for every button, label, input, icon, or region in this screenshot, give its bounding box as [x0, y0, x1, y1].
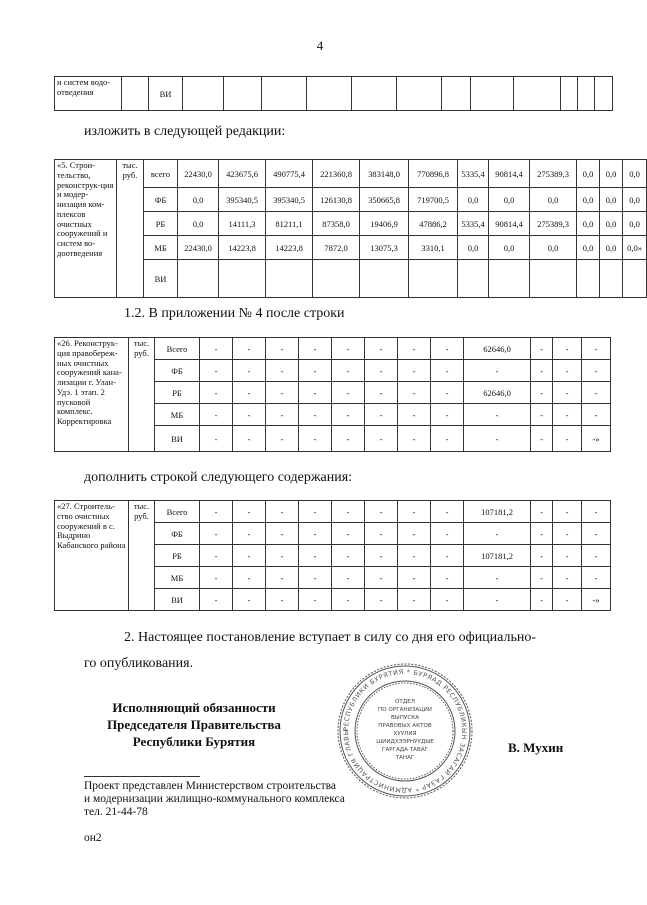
value-cell: - — [553, 589, 582, 611]
value-cell: - — [398, 360, 431, 382]
value-cell: - — [200, 501, 233, 523]
value-cell: - — [233, 567, 266, 589]
value-cell: -» — [582, 426, 611, 452]
value-cell: 5335,4 — [458, 160, 489, 188]
footnote-divider — [84, 776, 200, 777]
source-cell: ВИ — [155, 589, 200, 611]
value-cell: 0,0 — [530, 236, 577, 260]
value-cell: - — [365, 545, 398, 567]
value-cell: - — [200, 523, 233, 545]
value-cell: - — [582, 382, 611, 404]
value-cell: 0,0 — [489, 236, 530, 260]
value-cell: - — [365, 338, 398, 360]
value-cell: - — [200, 567, 233, 589]
value-cell: 0,0 — [623, 212, 647, 236]
unit-cell: тыс. руб. — [117, 160, 144, 298]
value-cell: - — [200, 545, 233, 567]
value-cell: - — [531, 382, 553, 404]
value-cell: - — [582, 545, 611, 567]
value-cell: - — [431, 338, 464, 360]
value-cell: 0,0 — [577, 160, 600, 188]
value-cell: 22430,0 — [178, 236, 219, 260]
seal-center-line: ПРАВОВЫХ АКТОВ — [378, 723, 432, 729]
seal-center-line: ПО ОРГАНИЗАЦИИ — [378, 707, 432, 713]
value-cell: - — [332, 567, 365, 589]
value-cell: 14223,8 — [219, 236, 266, 260]
value-cell: - — [398, 426, 431, 452]
value-cell — [266, 260, 313, 298]
value-cell: 0,0 — [600, 212, 623, 236]
value-cell: - — [464, 567, 531, 589]
value-cell: - — [266, 567, 299, 589]
value-cell: - — [233, 382, 266, 404]
value-cell: - — [233, 360, 266, 382]
value-cell: - — [266, 501, 299, 523]
paragraph-appendix-4: 1.2. В приложении № 4 после строки — [124, 306, 345, 321]
signatory-name: В. Мухин — [508, 740, 564, 755]
value-cell: - — [332, 426, 365, 452]
value-cell: 395340,5 — [219, 188, 266, 212]
value-cell: 719700,5 — [409, 188, 458, 212]
value-cell: - — [332, 338, 365, 360]
value-cell: 0,0 — [458, 236, 489, 260]
value-cell: - — [398, 523, 431, 545]
value-cell: - — [398, 545, 431, 567]
value-cell — [360, 260, 409, 298]
value-cell: 0,0 — [600, 160, 623, 188]
value-cell — [489, 260, 530, 298]
value-cell: - — [332, 589, 365, 611]
row-description: «27. Строитель-ство очистных сооружений в с. Выдрино Кабанского района — [55, 501, 129, 611]
value-cell: - — [299, 501, 332, 523]
value-cell — [530, 260, 577, 298]
value-cell: - — [365, 501, 398, 523]
value-cell: - — [200, 338, 233, 360]
signatory-line-3: Республики Бурятия — [132, 733, 256, 749]
paragraph-add-row: дополнить строкой следующего содержания: — [84, 470, 353, 485]
value-cell: - — [299, 589, 332, 611]
value-cell: 7872,0 — [313, 236, 360, 260]
value-cell: - — [553, 338, 582, 360]
seal-ring-text: РЕСПУБЛИКИ БУРЯТИЯ * БУРЯАД РЕСПУБЛИКЫН ЗАСАГАЙ ГАЗАР * АДМИНИСТРАЦИЯ ГЛАВЫ — [341, 667, 469, 795]
value-cell: - — [266, 589, 299, 611]
value-cell: - — [266, 545, 299, 567]
seal-center-line: ХУУЛИЯ — [393, 731, 417, 737]
seal-center-line: ВЫПУСКА — [390, 715, 420, 721]
value-cell: - — [233, 501, 266, 523]
value-cell: 275389,3 — [530, 160, 577, 188]
table-row — [55, 236, 647, 260]
value-cell: - — [398, 338, 431, 360]
table-row — [55, 188, 647, 212]
value-cell: - — [266, 360, 299, 382]
value-cell: - — [553, 360, 582, 382]
value-cell: 221360,8 — [313, 160, 360, 188]
value-cell: - — [299, 523, 332, 545]
value-cell: - — [332, 404, 365, 426]
seal-center-line: ШИИДХЭЭРНУУДЫЕ — [376, 739, 434, 745]
value-cell: - — [266, 523, 299, 545]
value-cell: - — [299, 545, 332, 567]
value-cell: - — [299, 338, 332, 360]
value-cell: 383148,0 — [360, 160, 409, 188]
value-cell: - — [464, 426, 531, 452]
value-cell: 90814,4 — [489, 160, 530, 188]
value-cell: - — [531, 501, 553, 523]
source-cell: РБ — [144, 212, 178, 236]
value-cell: - — [398, 589, 431, 611]
value-cell: - — [233, 523, 266, 545]
table-item-26 — [54, 337, 611, 452]
table-row — [55, 338, 611, 360]
value-cell: - — [531, 523, 553, 545]
value-cell: 395340,5 — [266, 188, 313, 212]
value-cell: 14111,3 — [219, 212, 266, 236]
seal-center-line: ГАРГАДА ТАВАГ — [381, 747, 429, 753]
value-cell: - — [299, 360, 332, 382]
value-cell: 87358,0 — [313, 212, 360, 236]
value-cell: 107181,2 — [464, 501, 531, 523]
source-cell: ВИ — [149, 77, 183, 111]
value-cell: 0,0 — [623, 160, 647, 188]
value-cell: - — [464, 523, 531, 545]
source-cell: ВИ — [155, 426, 200, 452]
source-cell: ФБ — [144, 188, 178, 212]
value-cell: - — [332, 545, 365, 567]
table-item-5 — [54, 159, 647, 298]
value-cell: - — [200, 589, 233, 611]
value-cell: 126130,8 — [313, 188, 360, 212]
value-cell: - — [365, 426, 398, 452]
footer-note-line-3: тел. 21-44-78 — [84, 806, 148, 819]
value-cell: - — [582, 567, 611, 589]
source-cell: МБ — [155, 404, 200, 426]
value-cell: - — [365, 360, 398, 382]
value-cell: - — [431, 545, 464, 567]
signatory-line-1: Исполняющий обязанности — [112, 700, 276, 715]
footer-note-line-1: Проект представлен Министерством строительства — [84, 780, 337, 792]
value-cell: - — [582, 404, 611, 426]
value-cell: - — [531, 404, 553, 426]
value-cell: - — [233, 545, 266, 567]
value-cell: 22430,0 — [178, 160, 219, 188]
value-cell: 0,0 — [178, 188, 219, 212]
table-row — [55, 501, 611, 523]
source-cell: ВИ — [144, 260, 178, 298]
value-cell: - — [582, 338, 611, 360]
value-cell: - — [582, 360, 611, 382]
value-cell: - — [553, 545, 582, 567]
value-cell: 0,0 — [600, 236, 623, 260]
value-cell: - — [365, 404, 398, 426]
source-cell: РБ — [155, 545, 200, 567]
value-cell — [409, 260, 458, 298]
value-cell: - — [332, 501, 365, 523]
value-cell: - — [398, 501, 431, 523]
value-cell: - — [299, 404, 332, 426]
source-cell: Всего — [155, 501, 200, 523]
value-cell: - — [531, 545, 553, 567]
value-cell: - — [531, 567, 553, 589]
value-cell — [458, 260, 489, 298]
source-cell: РБ — [155, 382, 200, 404]
value-cell: - — [299, 567, 332, 589]
value-cell: - — [553, 501, 582, 523]
value-cell: - — [553, 404, 582, 426]
value-cell: - — [200, 426, 233, 452]
value-cell: - — [431, 589, 464, 611]
value-cell — [219, 260, 266, 298]
value-cell: 14223,8 — [266, 236, 313, 260]
value-cell: - — [299, 382, 332, 404]
value-cell: 0,0» — [623, 236, 647, 260]
document-code: он2 — [84, 832, 102, 844]
value-cell: 0,0 — [530, 188, 577, 212]
value-cell: - — [332, 382, 365, 404]
value-cell: 5335,4 — [458, 212, 489, 236]
value-cell: 0,0 — [178, 212, 219, 236]
value-cell — [178, 260, 219, 298]
table-row — [55, 212, 647, 236]
value-cell: - — [553, 426, 582, 452]
seal-center-line: ОТДЕЛ — [395, 699, 415, 705]
value-cell: 107181,2 — [464, 545, 531, 567]
value-cell: 490775,4 — [266, 160, 313, 188]
value-cell: - — [200, 404, 233, 426]
value-cell: - — [398, 404, 431, 426]
paragraph-effective-line-2: го опубликования. — [84, 656, 194, 671]
value-cell: 350665,8 — [360, 188, 409, 212]
value-cell: 19406,9 — [360, 212, 409, 236]
row-description: «5. Строи-тельство, реконструк-ция и модер-низация ком-плексов очистных сооружений и систем во-доотведения — [55, 160, 117, 298]
value-cell: - — [431, 426, 464, 452]
official-seal-stamp — [336, 662, 474, 800]
unit-cell: тыс. руб. — [129, 501, 155, 611]
value-cell: - — [431, 501, 464, 523]
value-cell: - — [233, 426, 266, 452]
value-cell — [577, 260, 600, 298]
value-cell: - — [266, 338, 299, 360]
seal-center-line: ТАНАГ — [395, 755, 415, 761]
value-cell: - — [531, 338, 553, 360]
paragraph-replace: изложить в следующей редакции: — [84, 124, 286, 139]
row-description: и систем водо-отведения — [55, 77, 122, 111]
signatory-line-2: Председателя Правительства — [107, 716, 281, 732]
value-cell: - — [365, 523, 398, 545]
value-cell: - — [266, 404, 299, 426]
value-cell: - — [398, 567, 431, 589]
value-cell: 0,0 — [577, 236, 600, 260]
table-row — [55, 260, 647, 298]
value-cell: 0,0 — [623, 188, 647, 212]
value-cell — [623, 260, 647, 298]
value-cell: - — [233, 589, 266, 611]
value-cell: - — [464, 360, 531, 382]
value-cell: 770896,8 — [409, 160, 458, 188]
value-cell — [313, 260, 360, 298]
value-cell: - — [398, 382, 431, 404]
value-cell: - — [553, 567, 582, 589]
value-cell: - — [553, 382, 582, 404]
value-cell: - — [299, 426, 332, 452]
value-cell: 62646,0 — [464, 382, 531, 404]
value-cell: - — [365, 382, 398, 404]
value-cell: - — [365, 567, 398, 589]
signatory-title — [84, 700, 304, 751]
value-cell: -» — [582, 589, 611, 611]
value-cell: - — [233, 338, 266, 360]
footer-note-line-2: и модернизации жилищно-коммунального комплекса — [84, 793, 345, 806]
value-cell: - — [531, 589, 553, 611]
value-cell — [600, 260, 623, 298]
paragraph-effective-line-1: 2. Настоящее постановление вступает в силу со дня его официально- — [124, 630, 537, 645]
value-cell: - — [200, 382, 233, 404]
value-cell: - — [266, 382, 299, 404]
value-cell: 62646,0 — [464, 338, 531, 360]
source-cell: МБ — [155, 567, 200, 589]
value-cell: 0,0 — [577, 212, 600, 236]
value-cell: - — [431, 404, 464, 426]
value-cell: - — [431, 523, 464, 545]
value-cell: - — [365, 589, 398, 611]
value-cell: - — [464, 404, 531, 426]
source-cell: ФБ — [155, 360, 200, 382]
value-cell: 0,0 — [489, 188, 530, 212]
value-cell: - — [200, 360, 233, 382]
value-cell: - — [332, 360, 365, 382]
table-row — [55, 160, 647, 188]
value-cell: - — [464, 589, 531, 611]
top-table-fragment — [54, 76, 613, 111]
source-cell: ФБ — [155, 523, 200, 545]
value-cell: 47886,2 — [409, 212, 458, 236]
page-number: 4 — [316, 38, 324, 53]
source-cell: всего — [144, 160, 178, 188]
value-cell: - — [582, 523, 611, 545]
table-item-27 — [54, 500, 611, 611]
value-cell: - — [233, 404, 266, 426]
value-cell: 0,0 — [458, 188, 489, 212]
value-cell: 0,0 — [577, 188, 600, 212]
value-cell: 275389,3 — [530, 212, 577, 236]
value-cell: - — [431, 567, 464, 589]
value-cell: - — [332, 523, 365, 545]
value-cell: 81211,1 — [266, 212, 313, 236]
footer-note — [84, 780, 345, 820]
value-cell: - — [531, 426, 553, 452]
unit-cell: тыс. руб. — [129, 338, 155, 452]
source-cell: Всего — [155, 338, 200, 360]
value-cell: - — [431, 360, 464, 382]
value-cell: 3310,1 — [409, 236, 458, 260]
value-cell: - — [582, 501, 611, 523]
value-cell: - — [431, 382, 464, 404]
source-cell: МБ — [144, 236, 178, 260]
value-cell: - — [266, 426, 299, 452]
value-cell: 423675,6 — [219, 160, 266, 188]
value-cell: 13075,3 — [360, 236, 409, 260]
row-description: «26. Реконструк-ция правобереж-ных очистных сооружений кана-лизации г. Улан-Удэ. 1 этап. 2 пусковой комплекс. Корректировка — [55, 338, 129, 452]
value-cell: - — [531, 360, 553, 382]
value-cell: 0,0 — [600, 188, 623, 212]
value-cell: - — [553, 523, 582, 545]
value-cell: 90814,4 — [489, 212, 530, 236]
